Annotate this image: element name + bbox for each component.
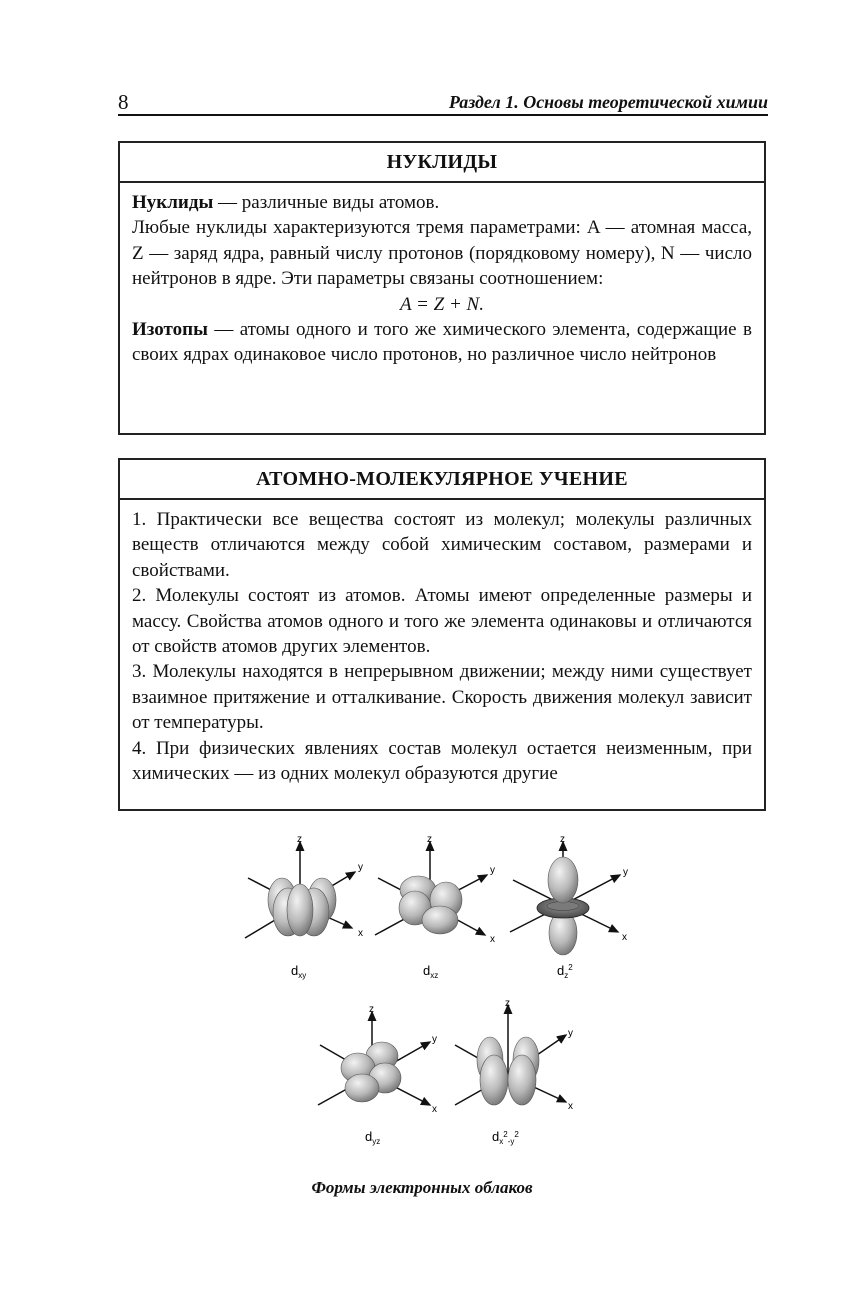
page-header [118,86,768,116]
figure-caption: Формы электронных облаков [311,1178,533,1197]
axis-x-label-4: x [432,1104,437,1115]
running-title: Раздел 1. Основы теоретической химии [448,92,768,112]
axis-z-label-5: z [505,998,510,1009]
isotopes-text: — атомы одного и того же химического элемента, содержащие в своих ядрах одинаковое число протонов, но различное число нейтронов [132,319,752,366]
axis-x-label-1: x [358,928,363,939]
axis-z-label-3: z [560,834,565,845]
orbital-dxy [245,834,363,980]
orbital-label-dz2: $d_z^2$ [557,963,573,980]
nuclides-box [118,141,766,435]
axis-y-label-3: y [623,867,628,878]
atomic-item-4: 4. При физических явлениях состав молекул остается неизменным, при химических — из одних молекул образуются другие [132,737,752,785]
atomic-theory-body [120,500,764,786]
nuclides-formula: A = Z + N. [400,293,484,315]
orbital-dyz [318,1004,437,1146]
orbital-dxz [375,834,495,980]
nuclides-title: НУКЛИДЫ [120,143,764,183]
orbital-label-dx2-y2: $d_x^2_{-y}^2$ [492,1129,519,1146]
orbital-dz2 [510,834,628,980]
orbital-label-dxy: $d_{xy}$ [291,963,307,980]
orbital-dx2-y2 [455,998,573,1146]
nuclides-body [120,183,764,368]
atomic-item-2: 2. Молекулы состоят из атомов. Атомы имеют определенные размеры и массу. Свойства атомов одного и того же элемента одинаковы и отличаются от свойств атомов других элементов. [132,585,752,658]
axis-x-label-5: x [568,1101,573,1112]
page-number: 8 [118,90,129,114]
axis-y-label-2: y [490,865,495,876]
atomic-theory-box [118,458,766,811]
nuclides-term: Нуклиды [132,192,214,213]
axis-y-label-1: y [358,862,363,873]
orbital-figure [0,820,844,1200]
nuclides-params: Любые нуклиды характеризуются тремя параметрами: A — атомная масса, Z — заряд ядра, равный числу протонов (порядковому номеру), N — число нейтронов в ядре. Эти параметры связаны соотношением: [132,217,752,290]
nuclides-definition [132,190,752,215]
orbital-label-dxz: $d_{xz}$ [423,963,439,980]
axis-z-label-1: z [297,834,302,845]
axis-z-label-2: z [427,834,432,845]
atomic-item-3: 3. Молекулы находятся в непрерывном движении; между ними существует взаимное притяжение и отталкивание. Скорость движения молекул зависит от температуры. [132,661,752,734]
axis-y-label-4: y [432,1034,437,1045]
orbital-label-dyz: $d_{yz}$ [365,1129,381,1146]
axis-y-label-5: y [568,1028,573,1039]
atomic-theory-title: АТОМНО-МОЛЕКУЛЯРНОЕ УЧЕНИЕ [120,460,764,500]
isotopes-term: Изотопы [132,319,208,341]
atomic-item-1: 1. Практически все вещества состоят из молекул; молекулы различных веществ отличаются между собой химическим составом, размерами и свойствами. [132,509,752,581]
nuclides-def-text: — различные виды атомов. [213,192,440,213]
axis-z-label-4: z [369,1004,374,1015]
axis-x-label-2: x [490,934,495,945]
axis-x-label-3: x [622,932,627,943]
isotopes-definition [132,317,752,368]
